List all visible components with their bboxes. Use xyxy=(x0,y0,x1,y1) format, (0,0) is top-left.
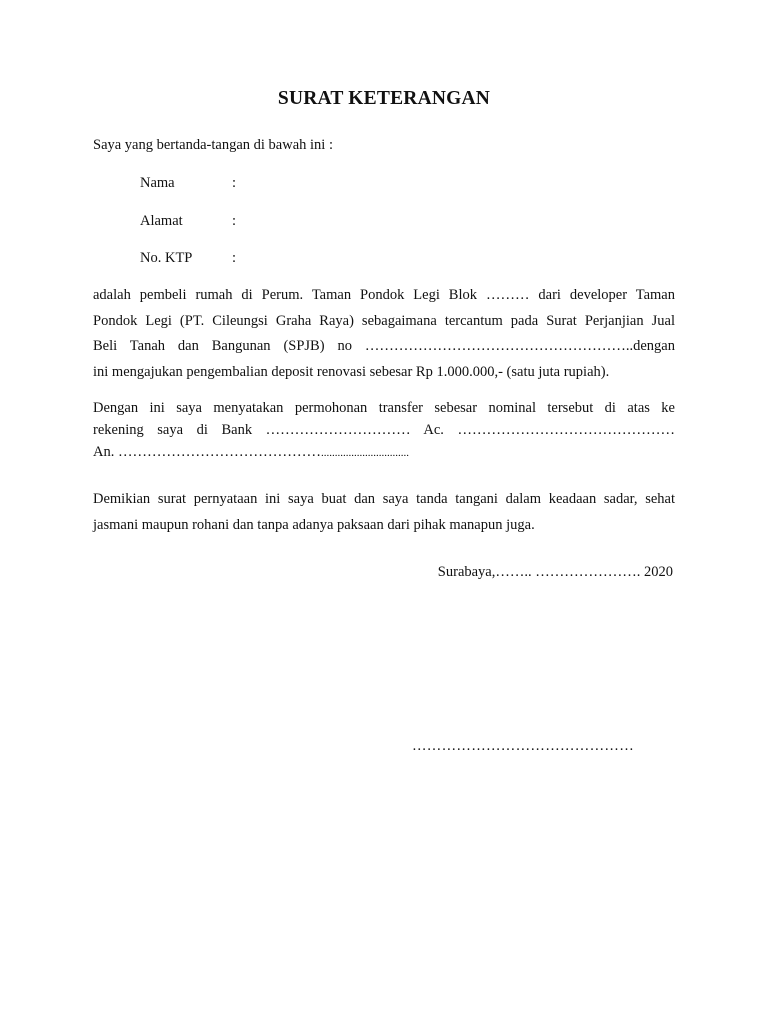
paragraph-closing-statement xyxy=(93,487,675,538)
paragraph-line-account-name xyxy=(93,441,675,464)
paragraph-line: Pondok Legi (PT. Cileungsi Graha Raya) sebagaimana tercantum pada Surat Perjanjian Jual xyxy=(93,312,675,329)
paragraph-line: adalah pembeli rumah di Perum. Taman Pondok Legi Blok ……… dari developer Taman xyxy=(93,287,675,303)
field-colon: : xyxy=(232,250,237,266)
paragraph-transfer-request xyxy=(93,397,675,464)
place-date-line: Surabaya,…….. …………………. 2020 xyxy=(437,564,673,580)
opening-sentence: Saya yang bertanda-tangan di bawah ini : xyxy=(93,137,333,153)
field-colon: : xyxy=(232,175,237,191)
paragraph-line: Demikian surat pernyataan ini saya buat dan saya tanda tangani dalam keadaan sadar, sehat xyxy=(93,491,675,507)
account-name-dots-tail: ................................ xyxy=(320,447,409,459)
paragraph-line: rekening saya di Bank ………………………… Ac. ……………………………………… xyxy=(93,422,675,438)
paragraph-line: ini mengajukan pengembalian deposit renovasi sebesar Rp 1.000.000,- (satu juta rupiah). xyxy=(93,363,610,380)
signature-line: ……………………………………… xyxy=(412,738,634,754)
field-label: Nama xyxy=(140,175,175,191)
field-alamat xyxy=(140,213,340,230)
field-label: No. KTP xyxy=(140,250,193,266)
account-name-dots: An. …………………………………… xyxy=(93,444,321,460)
field-label: Alamat xyxy=(140,213,183,229)
paragraph-line: Beli Tanah dan Bangunan (SPJB) no ………………………………………………..dengan xyxy=(93,338,675,354)
field-no-ktp xyxy=(140,250,340,267)
field-nama xyxy=(140,175,340,192)
document-title: SURAT KETERANGAN xyxy=(277,88,491,109)
paragraph-purchase-details xyxy=(93,283,675,385)
field-colon: : xyxy=(232,213,237,229)
paragraph-line: jasmani maupun rohani dan tanpa adanya paksaan dari pihak manapun juga. xyxy=(93,516,535,533)
paragraph-line: Dengan ini saya menyatakan permohonan transfer sebesar nominal tersebut di atas ke xyxy=(93,400,675,416)
